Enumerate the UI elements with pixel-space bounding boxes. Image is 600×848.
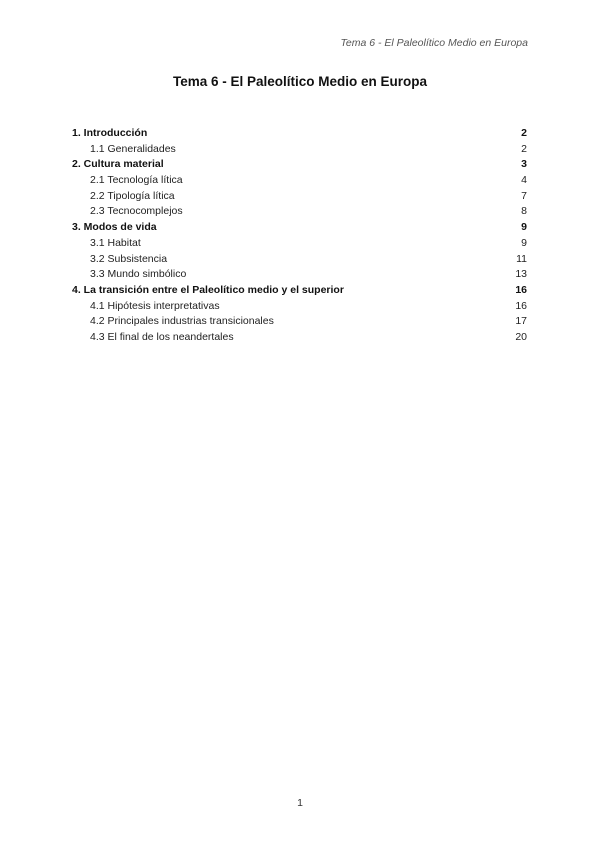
toc-entry-hipotesis[interactable] [72,299,527,315]
toc-entry-label: 2.2 Tipología lítica [90,189,175,202]
toc-entry-page: 16 [515,299,527,312]
toc-entry-label: 3. Modos de vida [72,221,157,234]
toc-entry-tipologia-litica[interactable] [72,189,527,205]
toc-entry-label: 3.3 Mundo simbólico [90,268,187,281]
toc-entry-label: 4.1 Hipótesis interpretativas [90,299,220,312]
page-number: 1 [297,797,303,809]
toc-entry-page: 13 [515,268,527,281]
toc-entry-introduccion[interactable] [72,126,527,142]
toc-entry-page: 20 [515,330,527,343]
toc-entry-page: 9 [521,221,527,234]
toc-entry-label: 3.1 Habitat [90,236,141,249]
table-of-contents [72,126,527,346]
toc-entry-generalidades[interactable] [72,142,527,158]
page-title: Tema 6 - El Paleolítico Medio en Europa [172,74,428,89]
toc-entry-page: 7 [521,189,527,202]
toc-entry-transicion[interactable] [72,283,527,299]
running-header: Tema 6 - El Paleolítico Medio en Europa [340,37,528,49]
toc-entry-label: 4.3 El final de los neandertales [90,330,234,343]
toc-entry-page: 4 [521,174,527,187]
toc-entry-label: 4.2 Principales industrias transicionales [90,315,274,328]
toc-entry-final-neandertales[interactable] [72,330,527,346]
toc-entry-tecnocomplejos[interactable] [72,204,527,220]
toc-entry-page: 11 [516,252,527,265]
toc-entry-page: 8 [521,205,527,218]
toc-entry-cultura-material[interactable] [72,157,527,173]
toc-entry-page: 2 [521,127,527,139]
toc-entry-habitat[interactable] [72,236,527,252]
toc-entry-mundo-simbolico[interactable] [72,267,527,283]
toc-entry-label: 1.1 Generalidades [90,142,176,155]
toc-entry-page: 17 [515,315,527,328]
toc-entry-label: 1. Introducción [72,127,148,139]
toc-entry-tecnologia-litica[interactable] [72,173,527,189]
toc-entry-industrias-transicionales[interactable] [72,314,527,330]
toc-entry-modos-de-vida[interactable] [72,220,527,236]
toc-entry-label: 2.3 Tecnocomplejos [90,205,183,218]
toc-entry-label: 4. La transición entre el Paleolítico medio y el superior [72,283,344,296]
toc-entry-label: 2. Cultura material [72,158,164,171]
toc-entry-label: 3.2 Subsistencia [90,252,168,265]
toc-entry-page: 9 [521,236,527,249]
toc-entry-page: 2 [521,142,527,155]
toc-entry-page: 3 [521,158,527,171]
toc-entry-subsistencia[interactable] [72,252,527,268]
toc-entry-page: 16 [515,283,527,296]
toc-entry-label: 2.1 Tecnología lítica [90,174,183,187]
